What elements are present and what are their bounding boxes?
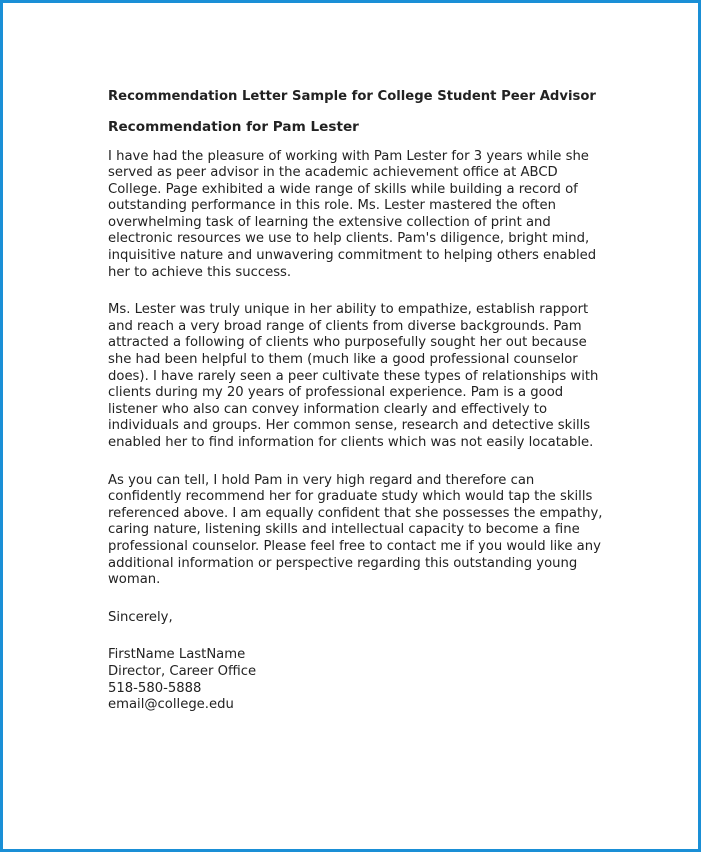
signature-phone: 518-580-5888 [108, 680, 202, 696]
letter-body [108, 89, 608, 714]
signature-position: Director, Career Office [108, 663, 257, 679]
paragraph-2: Ms. Lester was truly unique in her ability to empathize, establish rapport and reach a very broad range of clients from diverse backgrounds. Pam attracted a following of clients who purposefully sought her out because she had been helpful to them (much like a good professional counselor does). I have rarely seen a peer cultivate these types of relationships with clients during my 20 years of professional experience. Pam is a good listener who also can convey information clearly and effectively to individuals and groups. Her common sense, research and detective skills enabled her to find information for clients which was not easily locatable. [108, 302, 599, 450]
paragraph-3: As you can tell, I hold Pam in very high regard and therefore can confidently recommend her for graduate study which would tap the skills referenced above. I am equally confident that she possesses the empathy, caring nature, listening skills and intellectual capacity to become a fine professional counselor. Please feel free to contact me if you would like any additional information or perspective regarding this outstanding young woman. [108, 472, 603, 588]
signature-name: FirstName LastName [108, 647, 246, 663]
signature-email: email@college.edu [108, 697, 234, 713]
closing: Sincerely, [108, 609, 173, 625]
paragraph-1: I have had the pleasure of working with Pam Lester for 3 years while she served as peer advisor in the academic achievement office at ABCD College. Page exhibited a wide range of skills while building a record of outstanding performance in this role. Ms. Lester mastered the often overwhelming task of learning the extensive collection of print and electronic resources we use to help clients. Pam's diligence, bright mind, inquisitive nature and unwavering commitment to helping others enabled her to achieve this success. [108, 148, 597, 280]
document-subtitle: Recommendation for Pam Lester [108, 118, 359, 135]
document-title: Recommendation Letter Sample for College Student Peer Advisor [108, 89, 596, 104]
signature-block [108, 647, 608, 713]
